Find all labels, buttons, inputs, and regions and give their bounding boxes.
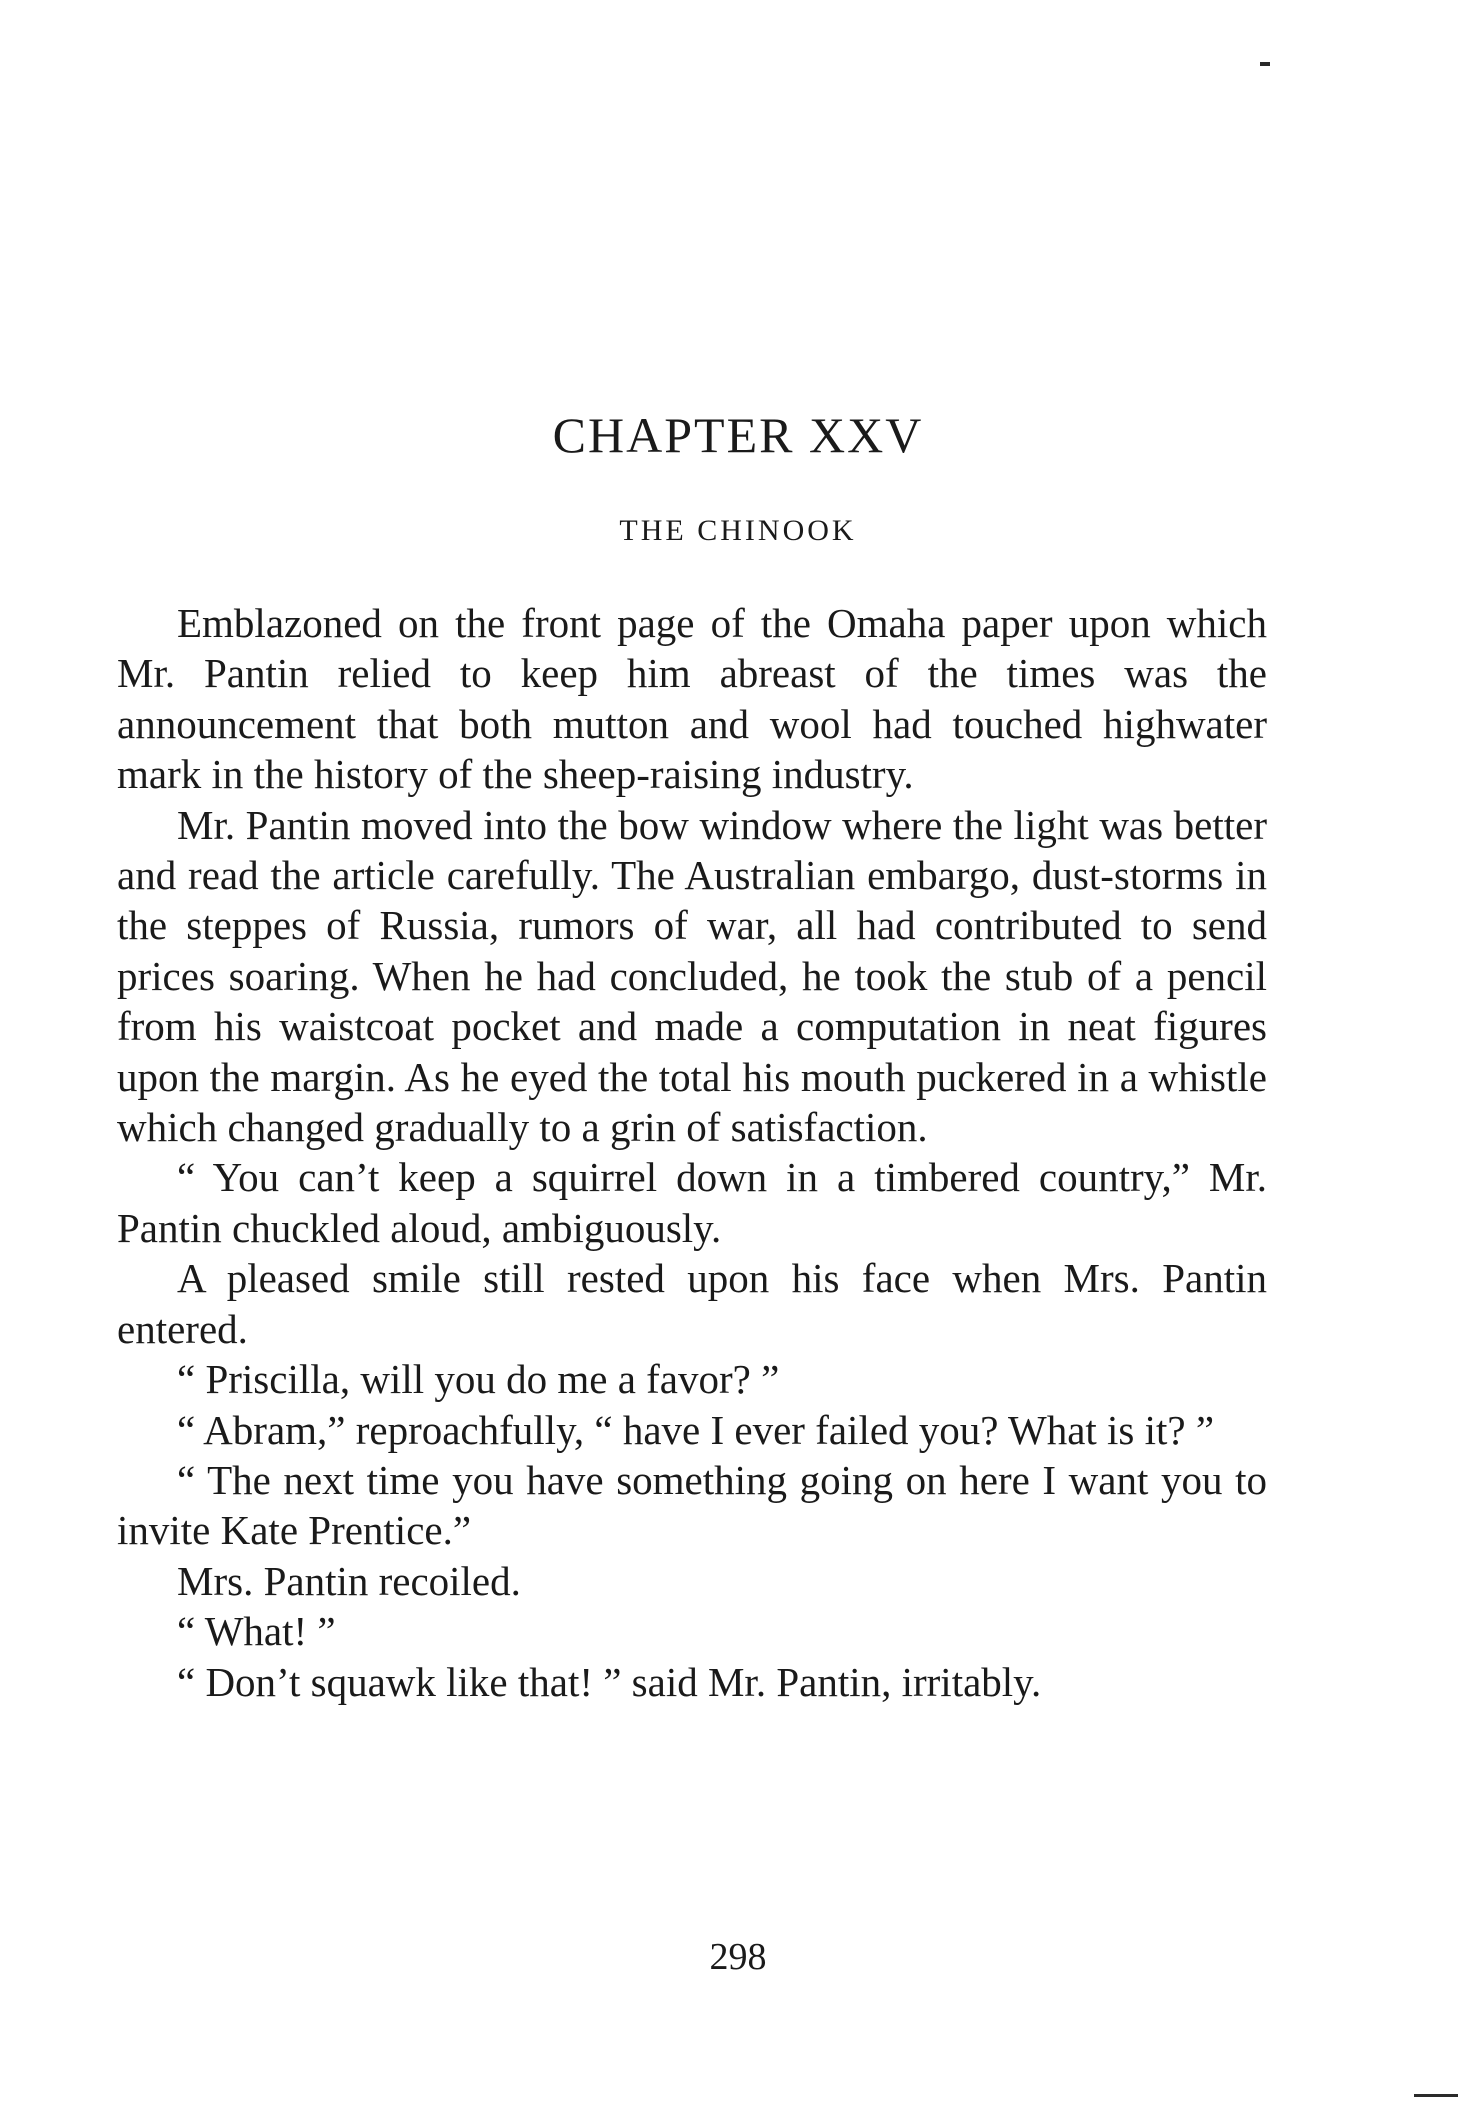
paragraph: “ Priscilla, will you do me a favor? ”: [177, 1356, 780, 1403]
chapter-body: [117, 598, 1267, 1707]
paragraph: “ You can’t keep a squirrel down in a timbered country,” Mr. Pantin chuckled aloud, ambiguously.: [117, 1154, 1267, 1251]
page-number: 298: [709, 1936, 767, 1978]
chapter-title: CHAPTER XXV: [552, 407, 924, 463]
paragraph: “ Don’t squawk like that! ” said Mr. Pantin, irritably.: [177, 1658, 1042, 1705]
paragraph: “ Abram,” reproachfully, “ have I ever failed you? What is it? ”: [177, 1406, 1215, 1453]
print-speck: [1260, 62, 1270, 66]
chapter-subtitle: THE CHINOOK: [619, 514, 857, 547]
paragraph: A pleased smile still rested upon his face when Mrs. Pantin entered.: [117, 1255, 1267, 1352]
paragraph: Emblazoned on the front page of the Omaha paper upon which Mr. Pantin relied to keep him abreast of the times was the announcement that both mutton and wool had touched highwater mark in the history of the sheep-raising industry.: [117, 600, 1267, 798]
paragraph: Mr. Pantin moved into the bow window where the light was better and read the article carefully. The Australian embargo, dust-storms in the steppes of Russia, rumors of war, all had contributed to send prices soaring. When he had concluded, he took the stub of a pencil from his waistcoat pocket and made a computation in neat figures upon the margin. As he eyed the total his mouth puckered in a whistle which changed gradually to a grin of satisfaction.: [117, 801, 1267, 1151]
paragraph: Mrs. Pantin recoiled.: [177, 1557, 521, 1604]
paragraph: “ The next time you have something going on here I want you to invite Kate Prentice.”: [117, 1456, 1267, 1554]
print-rule: [1414, 2094, 1458, 2097]
paragraph: “ What! ”: [177, 1608, 336, 1655]
